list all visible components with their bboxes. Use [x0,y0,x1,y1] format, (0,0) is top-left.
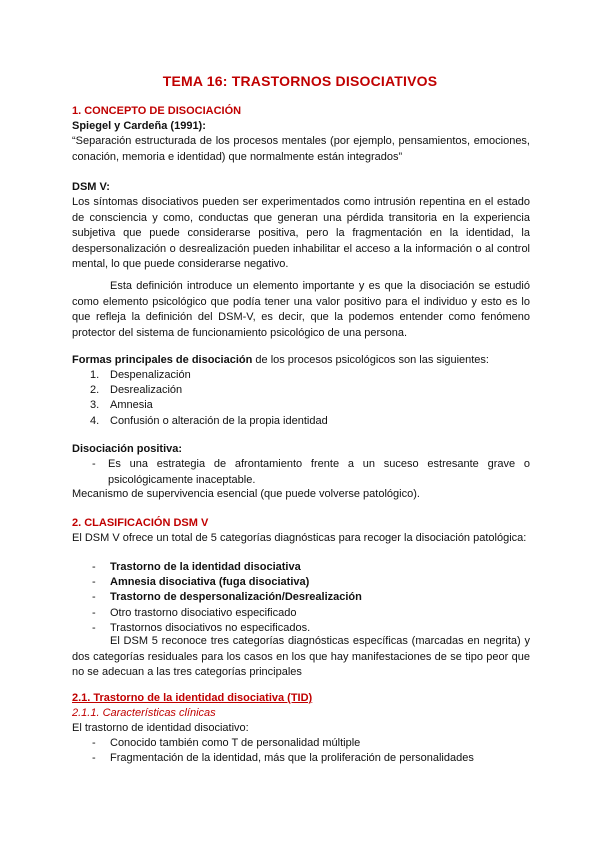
list-item [90,590,362,605]
list-item-text: Amnesia disociativa (fuga disociativa) [110,576,310,589]
definition-paragraph: Esta definición introduce un elemento importante y es que la disociación se estudió como elemento psicológico que podía tener una valor positivo para el individuo y esto es lo que refleja la definición del DSM-V, es decir, que la podemos entender como fenómeno protector del sistema de funcionamiento psicológico de una persona. [72,280,530,339]
section211-subheading: 2.1.1. Características clínicas [72,707,216,719]
list-item-text: Otro trastorno disociativo especificado [110,606,297,619]
list-item-text: Conocido también como T de personalidad múltiple [110,737,361,749]
dash-marker: - [92,458,96,470]
dash-marker: - [92,591,96,604]
section2-heading: 2. CLASIFICACIÓN DSM V [72,517,209,529]
dsm-definition: Los síntomas disociativos pueden ser experimentados como intrusión repentina en el estado de consciencia y como, conductas que generan una pérdida transitoria en la experiencia subjetiva que puede considerarse positiva, pero la fragmentación en la identidad, la despersonalización o desrealización pueden inhabilitar el acceso a la información o al control mental, lo que puede considerarse negativo. [72,196,530,271]
categories-list [90,560,362,636]
list-item [90,560,362,575]
list-item-text: Trastornos disociativos no especificados. [110,621,311,634]
document-title: TEMA 16: TRASTORNOS DISOCIATIVOS [162,73,438,89]
list-item-text: Desrealización [110,384,183,397]
list-item [90,368,328,383]
quote-author: Spiegel y Cardeña (1991): [72,120,206,132]
positive-dissociation-label: Disociación positiva: [72,443,183,455]
dash-marker: - [92,561,96,573]
dash-marker: - [92,606,96,619]
dash-marker: - [92,621,96,634]
categories-note: El DSM 5 reconoce tres categorías diagnósticas específicas (marcadas en negrita) y dos categorías residuales para los casos en los que hay manifestaciones de se tipo peor que no se adecuan a las tres categorías principales [72,635,530,679]
list-number: 4. [90,414,100,427]
list-item-text: Trastorno de la identidad disociativa [110,561,301,573]
section1-heading: 1. CONCEPTO DE DISOCIACIÓN [72,105,242,117]
positive-dissociation-item [90,457,530,488]
forms-heading [72,353,489,368]
list-item [90,606,362,621]
list-item [90,751,474,766]
forms-list [90,368,328,429]
dash-marker: - [92,576,96,589]
mechanism-text: Mecanismo de supervivencia esencial (que puede volverse patológico). [72,488,420,500]
list-item-text: Fragmentación de la identidad, más que la proliferación de personalidades [110,752,474,765]
section2-intro: El DSM V ofrece un total de 5 categorías diagnósticas para recoger la disociación patológica: [72,532,527,544]
list-item [90,398,328,413]
list-number: 3. [90,399,100,412]
list-item [90,383,328,398]
list-item [90,736,474,751]
section21-heading: 2.1. Trastorno de la identidad disociativa (TID) [72,692,313,704]
list-item-text: Amnesia [110,399,153,412]
dash-marker: - [92,737,96,749]
positive-dissociation-text: Es una estrategia de afrontamiento frente a un suceso estresante grave o psicológicamente inaceptable. [108,458,530,486]
list-item-text: Confusión o alteración de la propia identidad [110,414,328,427]
dash-marker: - [92,752,96,765]
list-number: 1. [90,369,100,381]
forms-heading-rest: de los procesos psicológicos son las siguientes: [252,354,489,366]
dsm-label: DSM V: [72,181,110,193]
list-item-text: Despenalización [110,369,191,381]
definition-quote: “Separación estructurada de los procesos mentales (por ejemplo, pensamientos, emociones, conación, memoria e identidad) que normalmente están integrados” [72,135,530,163]
section21-intro: El trastorno de identidad disociativo: [72,722,249,734]
list-number: 2. [90,384,100,397]
list-item [90,414,328,429]
tid-list [90,736,474,766]
list-item [90,575,362,590]
forms-heading-bold: Formas principales de disociación [72,354,253,366]
list-item-text: Trastorno de despersonalización/Desrealización [110,591,362,604]
